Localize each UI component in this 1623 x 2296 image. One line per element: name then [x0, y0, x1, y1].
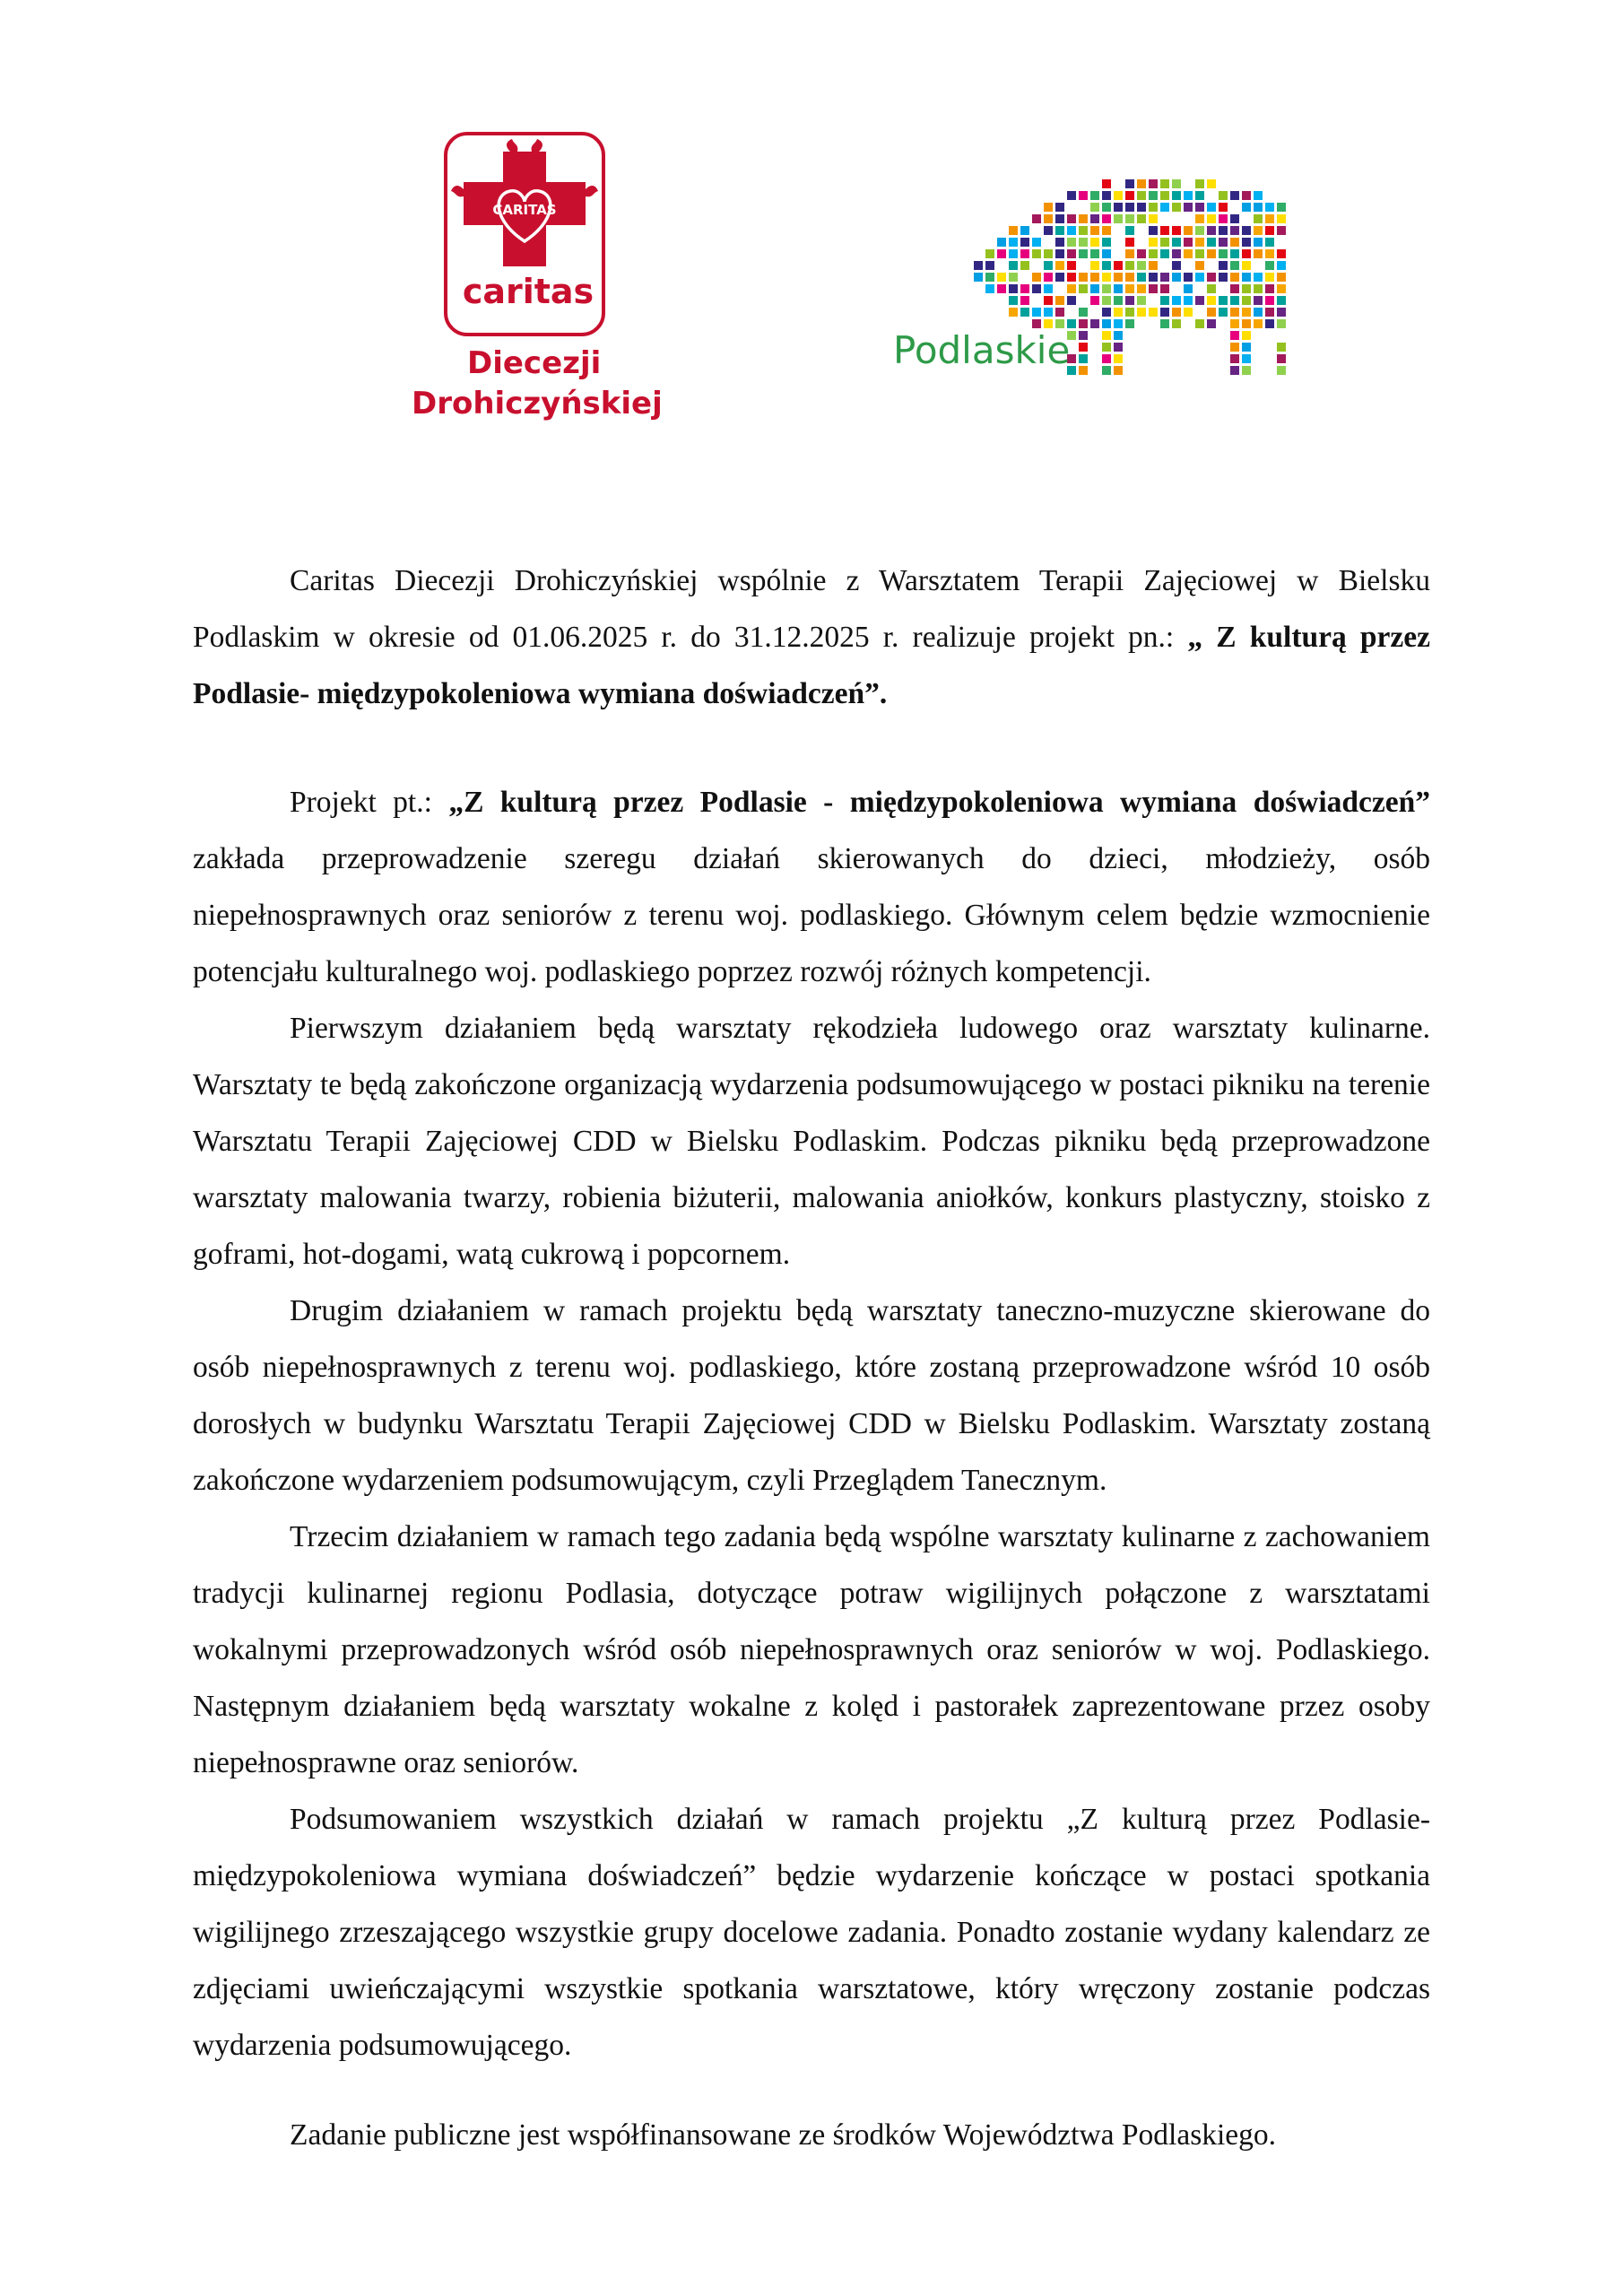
caritas-word: caritas — [462, 272, 595, 311]
paragraph-1 — [193, 774, 1430, 1000]
caritas-line-diecezji: Diecezji — [467, 345, 602, 381]
intro-lead: Caritas Diecezji Drohiczyńskiej wspólnie z Warsztatem Terapii Zajęciowej w Bielsku Podlaskim w okresie od 01.06.2025 r. do 31.12.2025 r. realizuje projekt pn.: — [193, 564, 1430, 654]
funding-note: Zadanie publiczne jest współfinansowane ze środków Województwa Podlaskiego. — [290, 2118, 1277, 2152]
intro-paragraph — [193, 552, 1430, 722]
podlaskie-word: Podlaskie — [893, 328, 1071, 372]
paragraph-4: Trzecim działaniem w ramach tego zadania będą wspólne warsztaty kulinarne z zachowaniem tradycji kulinarnej regionu Podlasia, dotyczące potraw wigilijnych połączone z warsztatami wokalnymi przeprowadzonych wśród osób niepełnosprawnych oraz seniorów w woj. Podlaskiego. Następnym działaniem będą warsztaty wokalne z kolęd i pastorałek zaprezentowane przez osoby niepełnosprawne oraz seniorów. — [193, 1520, 1430, 1779]
paragraph-5: Podsumowaniem wszystkich działań w ramach projektu „Z kulturą przez Podlasie- międzypokoleniowa wymiana doświadczeń” będzie wydarzenie kończące w postaci spotkania wigilijnego zrzeszającego wszystkie grupy docelowe zadania. Ponadto zostanie wydany kalendarz ze zdjęciami uwieńczającymi wszystkie spotkania warsztatowe, który wręczony zostanie podczas wydarzenia podsumowującego. — [193, 1803, 1430, 2062]
intro-project-title: „ Z kulturą przez Podlasie- międzypokoleniowa wymiana doświadczeń”. — [193, 621, 1430, 710]
p1-rest: zakłada przeprowadzenie szeregu działań skierowanych do dzieci, młodzieży, osób niepełnosprawnych oraz seniorów z terenu woj. podlaskiego. Głównym celem będzie wzmocnienie potencjału kulturalnego woj. podlaskiego poprzez rozwój różnych kompetencji. — [193, 842, 1430, 988]
p1-lead: Projekt pt.: — [290, 786, 449, 819]
paragraph-3: Drugim działaniem w ramach projektu będą warsztaty taneczno-muzyczne skierowane do osób niepełnosprawnych z terenu woj. podlaskiego, które zostaną przeprowadzone wśród 10 osób dorosłych w budynku Warsztatu Terapii Zajęciowej CDD w Bielsku Podlaskim. Warsztaty zostaną zakończone wydarzeniem podsumowującym, czyli Przeglądem Tanecznym. — [193, 1294, 1430, 1497]
caritas-emblem-box — [444, 132, 605, 336]
caritas-emblem-text: CARITAS — [492, 202, 557, 218]
paragraph-2: Pierwszym działaniem będą warsztaty rękodzieła ludowego oraz warsztaty kulinarne. Warsztaty te będą zakończone organizacją wydarzenia podsumowującego w postaci pikniku na terenie Warsztatu Terapii Zajęciowej CDD w Bielsku Podlaskim. Podczas pikniku będą przeprowadzone warsztaty malowania twarzy, robienia biżuterii, malowania aniołków, konkurs plastyczny, stoisko z goframi, hot-dogami, watą cukrową i popcornem. — [193, 1012, 1430, 1271]
caritas-logo — [412, 132, 663, 428]
caritas-cross-icon — [447, 135, 602, 279]
body-text — [193, 774, 1430, 2074]
podlaskie-logo — [893, 179, 1288, 386]
caritas-line-drohiczynskiej: Drohiczyńskiej — [412, 386, 663, 422]
p1-title: „Z kulturą przez Podlasie - międzypokoleniowa wymiana doświadczeń” — [448, 786, 1430, 819]
